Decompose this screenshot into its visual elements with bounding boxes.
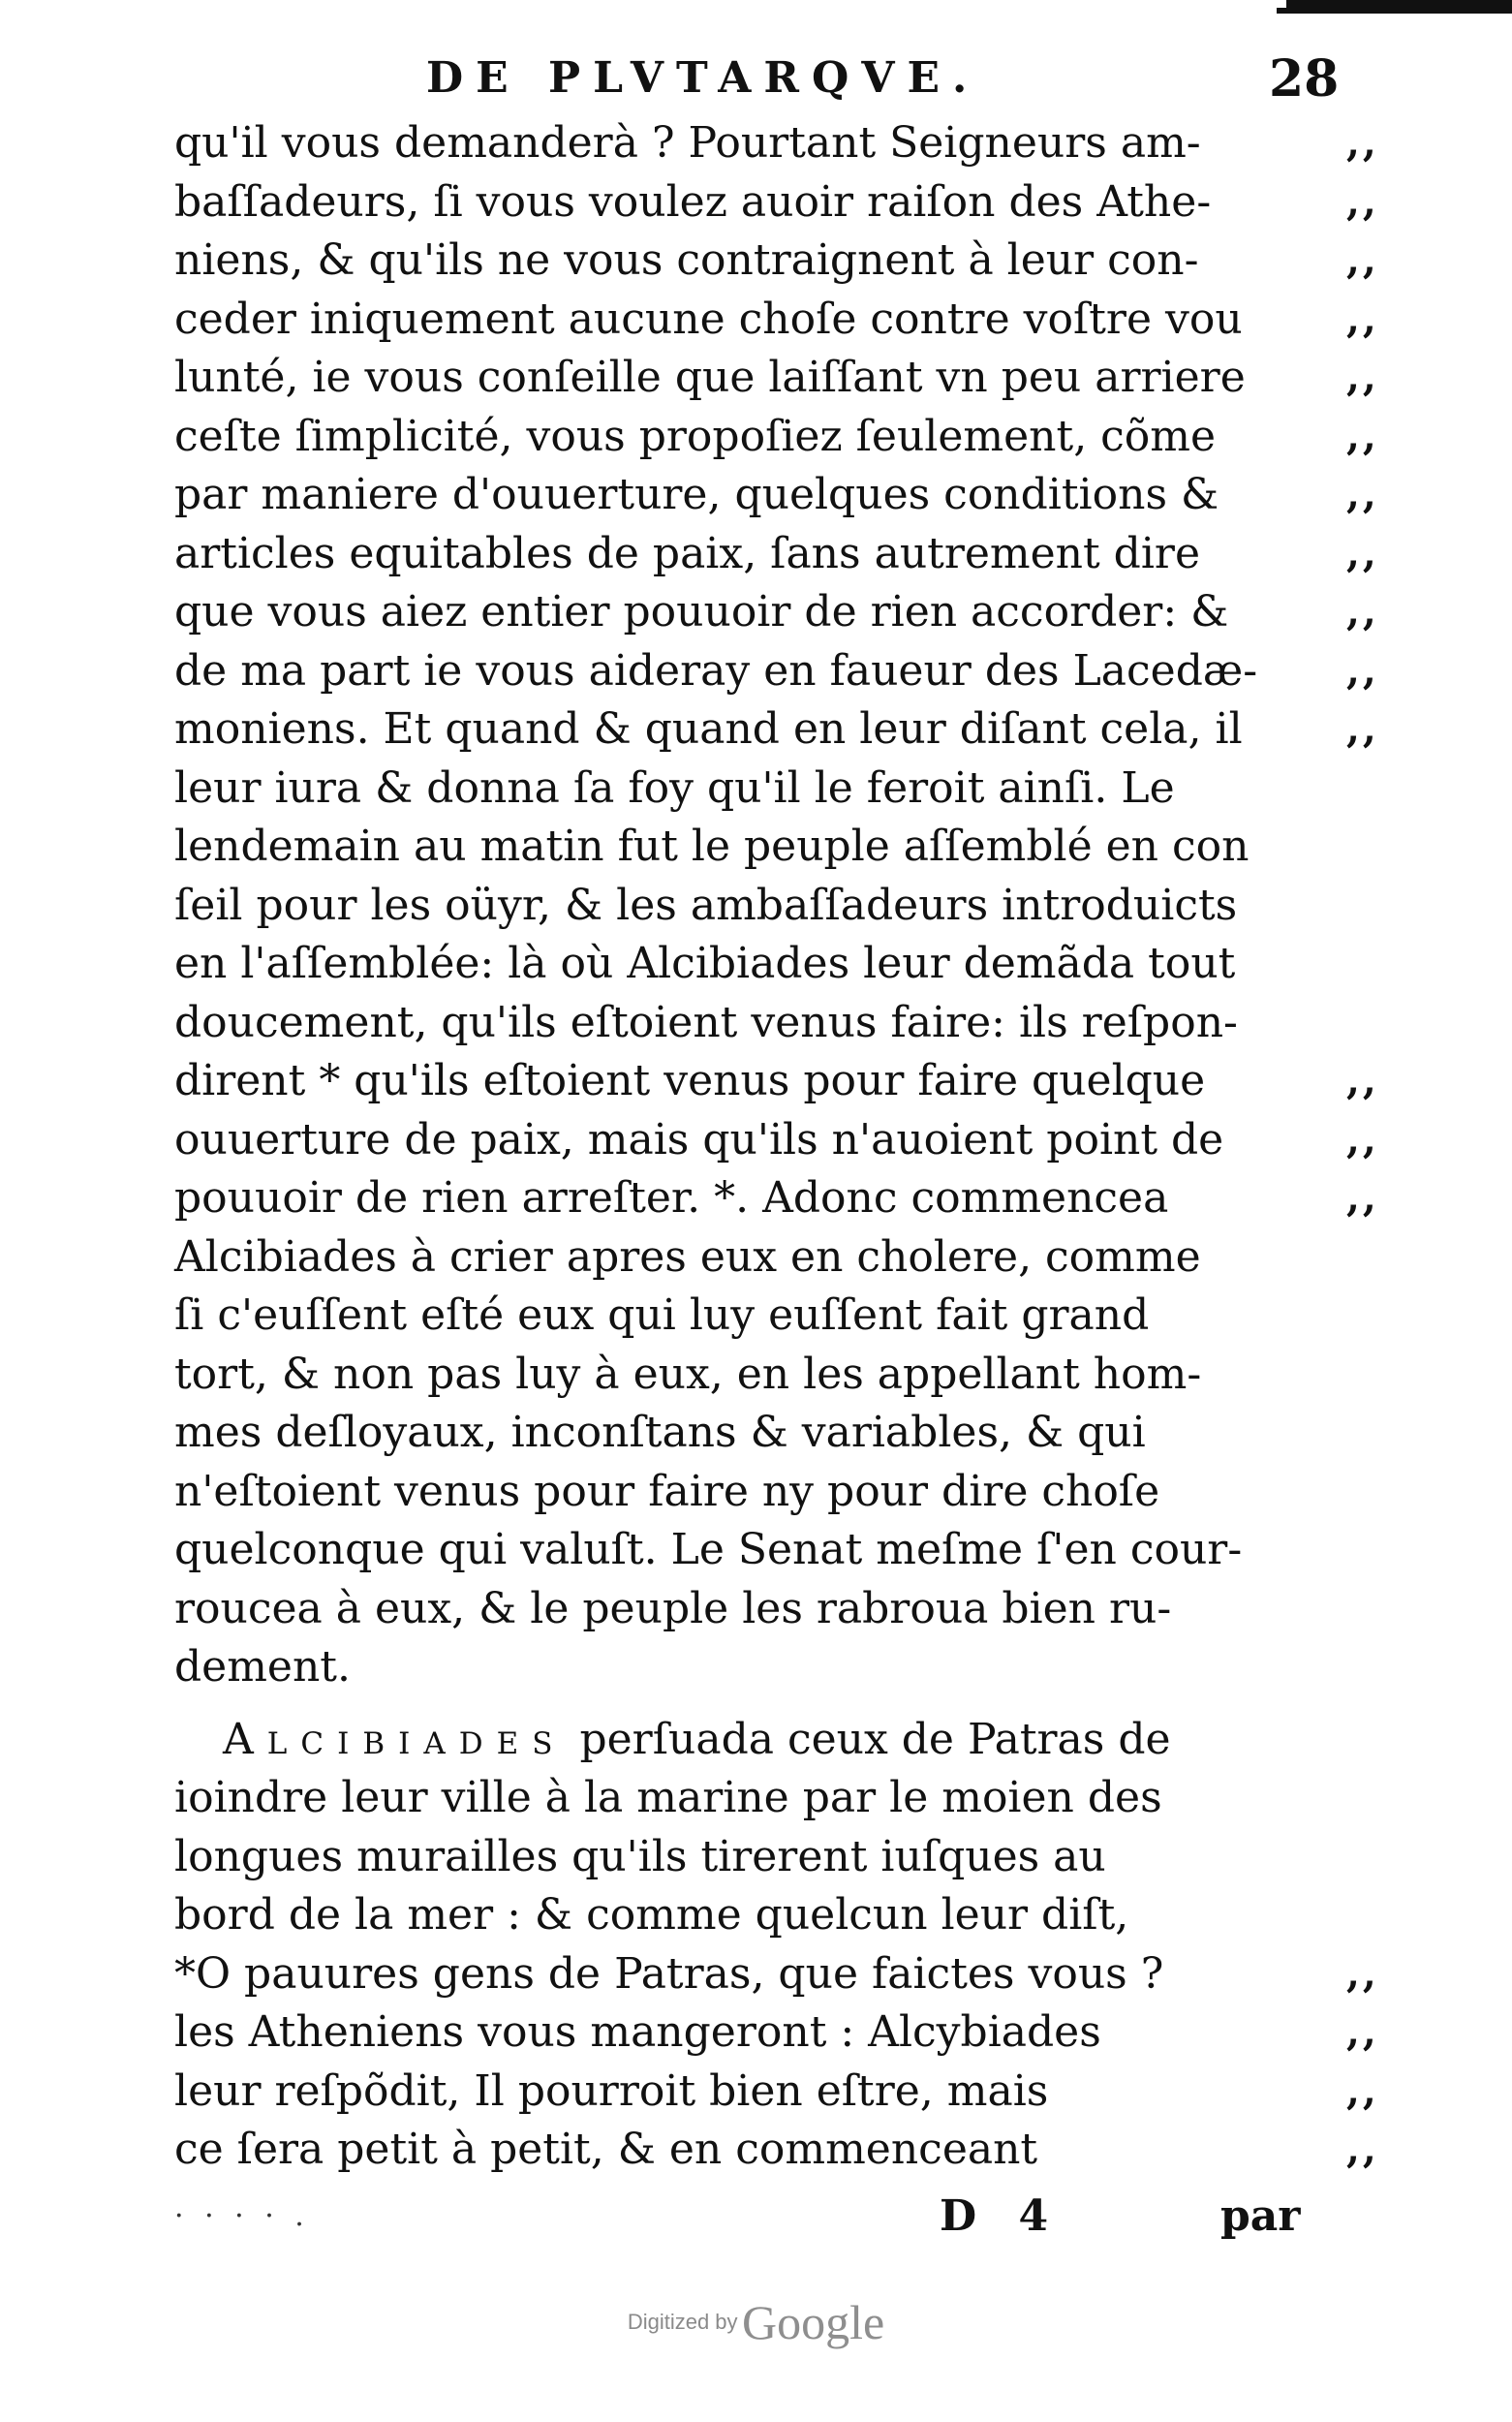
watermark-digitized: Digitized by: [627, 2310, 738, 2334]
line-text: ceſte ſimplicité, vous propoſiez ſeulement, cõme: [174, 411, 1217, 461]
quotation-mark: ,,: [1346, 178, 1379, 225]
text-line: [174, 700, 1379, 760]
line-text: longues murailles qu'ils tirerent iuſques au: [174, 1831, 1106, 1881]
quotation-mark: ,,: [1346, 413, 1379, 459]
quotation-mark: ,,: [1346, 2009, 1379, 2055]
line-text: dement.: [174, 1642, 351, 1692]
quotation-mark: ,,: [1346, 355, 1379, 400]
text-line: [174, 1287, 1317, 1346]
text-line: [174, 232, 1379, 291]
text-line: [174, 877, 1317, 936]
line-text: ſi c'euſſent eſté eux qui luy euſſent fait grand: [174, 1290, 1150, 1340]
line-text: lendemain au matin fut le peuple aſſemblé en con: [174, 822, 1250, 871]
signature-mark: D 4: [940, 2190, 1063, 2241]
watermark-brand: Google: [741, 2295, 885, 2349]
line-text: ouuerture de paix, mais qu'ils n'auoient point de: [174, 1114, 1224, 1164]
text-line: [174, 994, 1317, 1053]
text-line: [174, 349, 1379, 408]
line-text: par maniere d'ouuerture, quelques conditions &: [174, 470, 1219, 519]
quotation-mark: ,,: [1346, 237, 1379, 283]
quotation-mark: ,,: [1346, 530, 1379, 576]
quotation-mark: ,,: [1346, 2067, 1379, 2114]
quotation-mark: ,,: [1346, 295, 1379, 342]
text-line: [174, 1111, 1379, 1170]
line-text: pouuoir de rien arreſter. *. Adonc commencea: [174, 1173, 1169, 1223]
quotation-mark: ,,: [1346, 1950, 1379, 1997]
text-line: [174, 1521, 1317, 1580]
paragraph-1: [174, 114, 1379, 1697]
lead-word: Alcibiades: [223, 1714, 567, 1764]
text-line: [174, 114, 1379, 173]
text-line: [174, 1886, 1317, 1945]
text-line: [174, 1228, 1317, 1288]
line-text: articles equitables de paix, ſans autrement dire: [174, 528, 1200, 578]
catchword: par: [1220, 2190, 1301, 2241]
quotation-mark: ,,: [1346, 472, 1379, 517]
line-text: baſſadeurs, ſi vous voulez auoir raiſon des Athe-: [174, 176, 1212, 227]
quotation-mark: ,,: [1346, 647, 1379, 694]
line-text: Alcibiades à crier apres eux en cholere, comme: [174, 1231, 1201, 1282]
watermark: [0, 2294, 1512, 2350]
line-text: leur reſpõdit, Il pourroit bien eſtre, mais: [174, 2065, 1049, 2116]
quotation-mark: ,,: [1346, 706, 1379, 752]
line-text: en l'aſſemblée: là où Alcibiades leur demãda tout: [174, 939, 1236, 988]
line-text: ceder iniquement aucune choſe contre voſtre vou: [174, 294, 1243, 344]
main-text: [174, 114, 1379, 2246]
text-line: [174, 525, 1379, 584]
line-text: lunté, ie vous conſeille que laiſſant vn peu arriere: [174, 353, 1246, 402]
line-text: leur iura & donna ſa foy qu'il le feroit ainſi. Le: [174, 762, 1175, 813]
text-line: [174, 1404, 1317, 1463]
line-text: roucea à eux, & le peuple les rabroua bien ru-: [174, 1583, 1172, 1633]
text-line: [174, 760, 1317, 819]
text-line: [174, 466, 1379, 525]
text-line: [174, 1769, 1317, 1828]
text-line: [174, 2003, 1379, 2063]
line-text: mes deſloyaux, inconſtans & variables, & qui: [174, 1408, 1146, 1457]
text-line: [174, 1052, 1379, 1111]
text-line: [174, 1580, 1317, 1639]
text-line: [174, 1463, 1317, 1522]
text-line: [174, 642, 1379, 701]
line-text: les Atheniens vous mangeront : Alcybiades: [174, 2007, 1101, 2057]
scan-edge-mark: [1277, 0, 1512, 31]
line-text: tort, & non pas luy à eux, en les appellant hom-: [174, 1349, 1202, 1399]
page-number: 28: [1269, 49, 1340, 109]
text-line: [174, 1828, 1317, 1887]
footer-line: [174, 2188, 1317, 2246]
text-line: [174, 583, 1379, 642]
text-line: [174, 1346, 1317, 1405]
line-text: que vous aiez entier pouuoir de rien accorder: &: [174, 587, 1229, 637]
first-line-text: perſuada ceux de Patras de: [579, 1714, 1171, 1764]
quotation-mark: ,,: [1346, 2127, 1379, 2172]
line-text: n'eſtoient venus pour faire ny pour dire choſe: [174, 1466, 1160, 1516]
text-line: [174, 1945, 1379, 2004]
paragraph-2: [174, 1769, 1379, 2180]
line-text: dirent * qu'ils eſtoient venus pour faire quelque: [174, 1056, 1206, 1105]
paragraph-2-first-line: [174, 1711, 1317, 1770]
running-title: DE PLVTARQVE.: [426, 53, 980, 103]
line-text: qu'il vous demanderà ? Pourtant Seigneurs am-: [174, 118, 1201, 168]
text-line: [174, 1638, 1317, 1697]
quotation-mark: ,,: [1346, 589, 1379, 635]
text-line: [174, 1169, 1379, 1228]
text-line: [174, 2121, 1379, 2180]
text-line: [174, 2063, 1379, 2122]
line-text: bord de la mer : & comme quelcun leur diſt,: [174, 1890, 1129, 1940]
text-line: [174, 935, 1317, 994]
text-line: [174, 173, 1379, 233]
quotation-mark: ,,: [1346, 1175, 1379, 1221]
line-text: moniens. Et quand & quand en leur diſant cela, il: [174, 704, 1243, 754]
quotation-mark: ,,: [1346, 120, 1379, 166]
line-text: ioindre leur ville à la marine par le moien des: [174, 1773, 1162, 1822]
line-text: quelconque qui valuſt. Le Senat meſme ſ'en cour-: [174, 1525, 1243, 1574]
quotation-mark: ,,: [1346, 1116, 1379, 1163]
page-header: [0, 49, 1512, 121]
line-text: ce ſera petit à petit, & en commenceant: [174, 2125, 1038, 2174]
quotation-mark: ,,: [1346, 1058, 1379, 1103]
line-text: doucement, qu'ils eſtoient venus faire: ils reſpon-: [174, 997, 1238, 1047]
line-text: niens, & qu'ils ne vous contraignent à leur con-: [174, 235, 1199, 285]
text-line: [174, 408, 1379, 467]
line-text: de ma part ie vous aideray en faueur des Lacedæ-: [174, 645, 1258, 696]
scan-noise: · · · · .: [174, 2198, 310, 2233]
line-text: *O pauures gens de Patras, que faictes vous ?: [174, 1948, 1164, 1999]
text-line: [174, 291, 1379, 350]
line-text: ſeil pour les oüyr, & les ambaſſadeurs introduicts: [174, 880, 1238, 930]
text-line: [174, 818, 1317, 877]
